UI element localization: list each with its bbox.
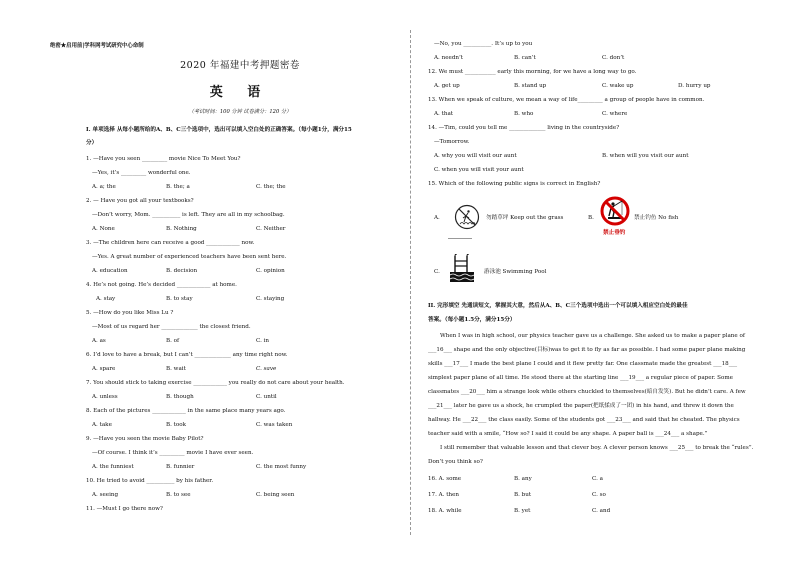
passage-line-8: teacher said with a smile, “How so? I said it could be any shape. A paper ball is ___24___ a shape.” <box>428 431 708 437</box>
question-2: 2. — Have you got all your textbooks? <box>86 198 194 204</box>
question-7: 7. You should stick to taking exercise ____________ you really do not care about your health. <box>86 380 345 386</box>
question-9: 9. —Have you seen the movie Baby Pilot? <box>86 436 204 442</box>
sign-b-letter: B. <box>588 215 594 221</box>
q4-option-a: A. stay <box>96 296 116 302</box>
q11-option-a: A. needn’t <box>434 55 464 61</box>
q13-option-c: C. where <box>602 111 628 117</box>
secret-note: 绝密★启用前|学科网考试研究中心命制 <box>50 43 144 49</box>
passage-line-5: classmates ___20___ him a strange look while others chuckled to themselves(暗自发笑). But he didn’t care. A few <box>428 389 746 395</box>
q1-option-a: A. a; the <box>92 184 116 190</box>
question-11: 11. —Must I go there now? <box>86 506 163 512</box>
question-4: 4. He’s not going. He’s decided ____________ at home. <box>86 282 237 288</box>
section2-instructions-cont: 答案。（每小题1.5分，满分15分） <box>428 317 516 323</box>
column-divider <box>410 30 411 535</box>
q10-option-c: C. being seen <box>256 492 295 498</box>
q1-option-c: C. the; the <box>256 184 286 190</box>
q5-option-a: A. as <box>92 338 106 344</box>
sign-a-label: 勿踏草坪 Keep out the grass <box>486 215 564 221</box>
q17-option-a: 17. A. then <box>428 492 460 498</box>
q10-option-a: A. seeing <box>92 492 119 498</box>
q7-option-a: A. unless <box>92 394 118 400</box>
section1-instructions-cont: 分） <box>86 140 98 146</box>
question-3-line2: —Yes. A great number of experienced teachers have been sent here. <box>92 254 287 260</box>
q9-option-b: B. funnier <box>166 464 195 470</box>
q14-option-a: A. why you will visit our aunt <box>434 153 517 159</box>
passage-line-4: simplest paper plane of all time. He stood there at the starting line ___19___ a regular piece of paper. Some <box>428 375 733 381</box>
sign-b-red-label: 禁止垂钓 <box>603 230 626 236</box>
q7-option-b: B. though <box>166 394 194 400</box>
q3-option-a: A. education <box>92 268 128 274</box>
q6-option-b: B. wait <box>166 366 186 372</box>
sign-a-letter: A. <box>434 215 440 221</box>
q3-option-c: C. opinion <box>256 268 285 274</box>
q11-option-b: B. can’t <box>514 55 536 61</box>
exam-info: （考试时间：100 分钟 试卷满分：120 分） <box>188 109 292 115</box>
q16-option-b: B. any <box>514 476 532 482</box>
question-9-line2: —Of course. I think it’s _________ movie I have ever seen. <box>92 450 254 456</box>
q18-option-b: B. yet <box>514 508 531 514</box>
sign-c-letter: C. <box>434 269 440 275</box>
question-15: 15. Which of the following public signs is correct in English? <box>428 181 601 187</box>
q9-option-a: A. the funniest <box>92 464 134 470</box>
q17-option-c: C. so <box>592 492 606 498</box>
section2-instructions: II. 完形填空 先通读短文，掌握其大意，然后从A、B、C三个选项中选出一个可以填入相应空白处的最佳 <box>428 303 688 309</box>
q7-option-c: C. until <box>256 394 277 400</box>
question-3: 3. —The children here can receive a good ____________ now. <box>86 240 255 246</box>
q12-option-d: D. hurry up <box>678 83 711 89</box>
question-11-cont: —No, you __________. It’s up to you <box>434 41 533 47</box>
q11-option-c: C. don’t <box>602 55 625 61</box>
q14-option-b: B. when will you visit our aunt <box>602 153 689 159</box>
question-6: 6. I’d love to have a break, but I can’t _____________ any time right now. <box>86 352 288 358</box>
q8-option-b: B. took <box>166 422 187 428</box>
q5-option-b: B. of <box>166 338 180 344</box>
q8-option-c: C. was taken <box>256 422 293 428</box>
q16-option-c: C. a <box>592 476 603 482</box>
sign-c-label: 游泳池 Swimming Pool <box>484 269 547 275</box>
q12-option-b: B. stand up <box>514 83 547 89</box>
question-13: 13. When we speak of culture, we mean a way of life_________ a group of people have in common. <box>428 97 705 103</box>
q13-option-a: A. that <box>434 111 454 117</box>
question-5-line2: —Most of us regard her _____________ the closest friend. <box>92 324 251 330</box>
q6-option-a: A. spare <box>92 366 116 372</box>
no-walking-on-grass-icon <box>454 204 480 230</box>
q4-option-c: C. staying <box>256 296 285 302</box>
q6-option-c: C. save <box>256 366 277 372</box>
q13-option-b: B. who <box>514 111 534 117</box>
q12-option-c: C. wake up <box>602 83 634 89</box>
sign-a-underline <box>448 238 472 239</box>
q3-option-b: B. decision <box>166 268 198 274</box>
q16-option-a: 16. A. some <box>428 476 462 482</box>
passage-line-6: ___21___ later he gave us a shock, he crumpled the paper(把纸揉成了一团) in his hand, and threw it down the <box>428 403 734 409</box>
q14-option-c: C. when you will visit your aunt <box>434 167 524 173</box>
q8-option-a: A. take <box>92 422 112 428</box>
question-10: 10. He tried to avoid __________ by his father. <box>86 478 214 484</box>
question-5: 5. —How do you like Miss Lu ? <box>86 310 174 316</box>
q2-option-c: C. Neither <box>256 226 286 232</box>
q10-option-b: B. to see <box>166 492 191 498</box>
q5-option-c: C. in <box>256 338 270 344</box>
question-8: 8. Each of the pictures ____________ in the same place many years ago. <box>86 408 286 414</box>
q1-option-b: B. the; a <box>166 184 190 190</box>
passage-line-2: ___16___ shape and the only objective(目标)was to get it to fly as far as possible. I had some paper plane making <box>428 347 746 353</box>
question-14: 14. —Tim, could you tell me _____________ living in the countryside? <box>428 125 620 131</box>
q4-option-b: B. to stay <box>166 296 193 302</box>
question-2-line2: —Don’t worry, Mom. __________ is left. They are all in my schoolbag. <box>92 212 285 218</box>
question-12: 12. We must ___________ early this morning, for we have a long way to go. <box>428 69 637 75</box>
q18-option-c: C. and <box>592 508 611 514</box>
sign-b-label: 禁止钓鱼 No fish <box>634 215 679 221</box>
page-title: 2020 年福建中考押题密卷 <box>180 60 300 71</box>
q2-option-b: B. Nothing <box>166 226 197 232</box>
q2-option-a: A. None <box>92 226 115 232</box>
swimming-pool-icon <box>448 254 476 284</box>
question-1: 1. —Have you seen _________ movie Nice To Meet You? <box>86 156 241 162</box>
question-14-answer: —Tomorrow. <box>434 139 470 145</box>
passage-line-7: hallway. He ___22___ the class easily. Some of the students got ___23___ and said that he cheated. The physics <box>428 417 740 423</box>
passage-line-3: skills ___17___ I made the best plane I could and it flew pretty far. One classmate made the greatest ___18___ <box>428 361 738 367</box>
q9-option-c: C. the most funny <box>256 464 307 470</box>
subject-title: 英 语 <box>209 85 271 100</box>
question-1-line2: —Yes, it’s _________ wonderful one. <box>92 170 191 176</box>
section1-instructions: I. 单项选择 从每小题所给的A、B、C三个选项中，选出可以填入空白处的正确答案。（每小题1分，满分15 <box>86 127 352 133</box>
passage-line-10: Don’t you think so? <box>428 459 483 465</box>
q18-option-a: 18. A. while <box>428 508 462 514</box>
q17-option-b: B. but <box>514 492 532 498</box>
q12-option-a: A. get up <box>434 83 460 89</box>
passage-line-9: I still remember that valuable lesson and that clever boy. A clever person knows ___25___ to break the “rules”. <box>440 445 754 451</box>
no-fishing-icon <box>600 196 630 226</box>
passage-line-1: When I was in high school, our physics teacher gave us a challenge. She asked us to make a paper plane of <box>440 333 745 339</box>
